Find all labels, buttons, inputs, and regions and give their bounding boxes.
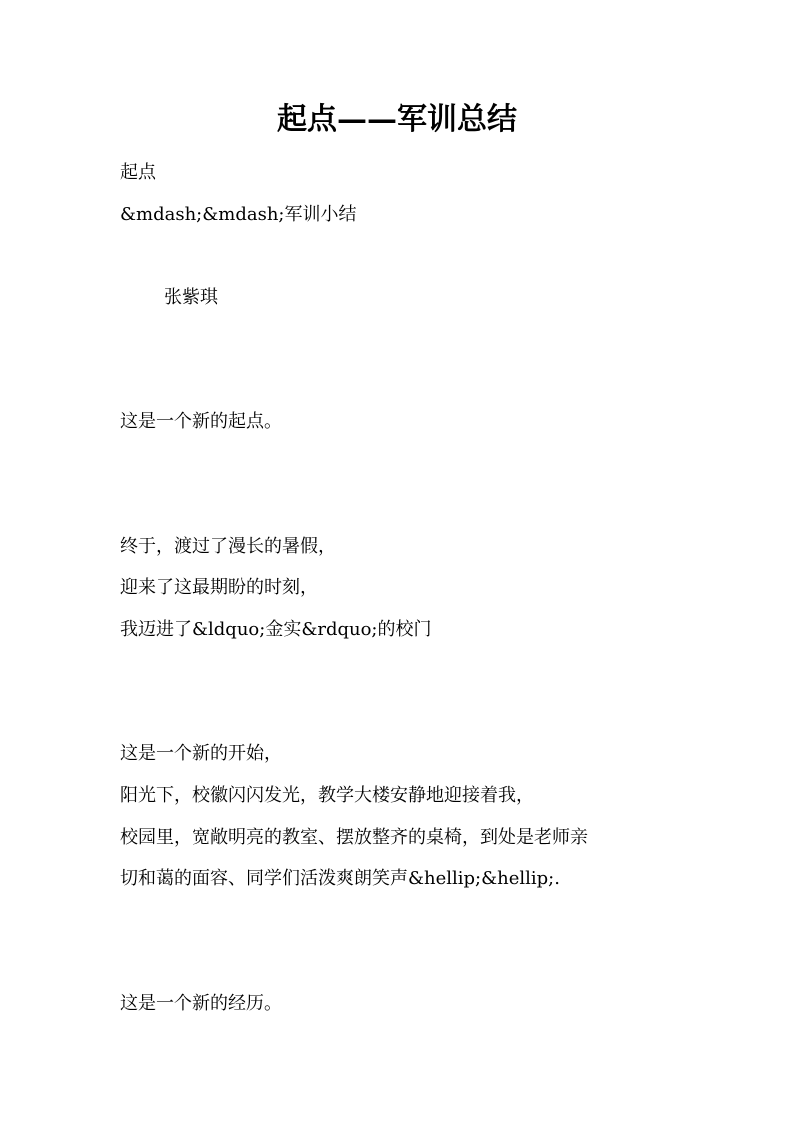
paragraph-line: 这是一个新的经历。 — [120, 993, 282, 1014]
paragraph-line: 这是一个新的起点。 — [120, 411, 282, 432]
subtitle-line-2: &mdash;&mdash;军训小结 — [120, 204, 357, 225]
paragraph-line: 我迈进了&ldquo;金实&rdquo;的校门 — [120, 619, 432, 640]
paragraph-line: 这是一个新的开始， — [120, 743, 282, 764]
paragraph-line: 迎来了这最期盼的时刻， — [120, 577, 318, 598]
document-title: 起点——军训总结 — [277, 102, 517, 137]
paragraph-line: 阳光下，校徽闪闪发光，教学大楼安静地迎接着我， — [120, 785, 534, 806]
author-name: 张紫琪 — [164, 287, 218, 308]
paragraph-line: 校园里，宽敞明亮的教室、摆放整齐的桌椅，到处是老师亲 — [120, 827, 588, 848]
paragraph-line: 终于，渡过了漫长的暑假， — [120, 536, 336, 557]
paragraph-line: 切和蔼的面容、同学们活泼爽朗笑声&hellip;&hellip;. — [120, 868, 560, 889]
subtitle-line-1: 起点 — [120, 162, 156, 183]
